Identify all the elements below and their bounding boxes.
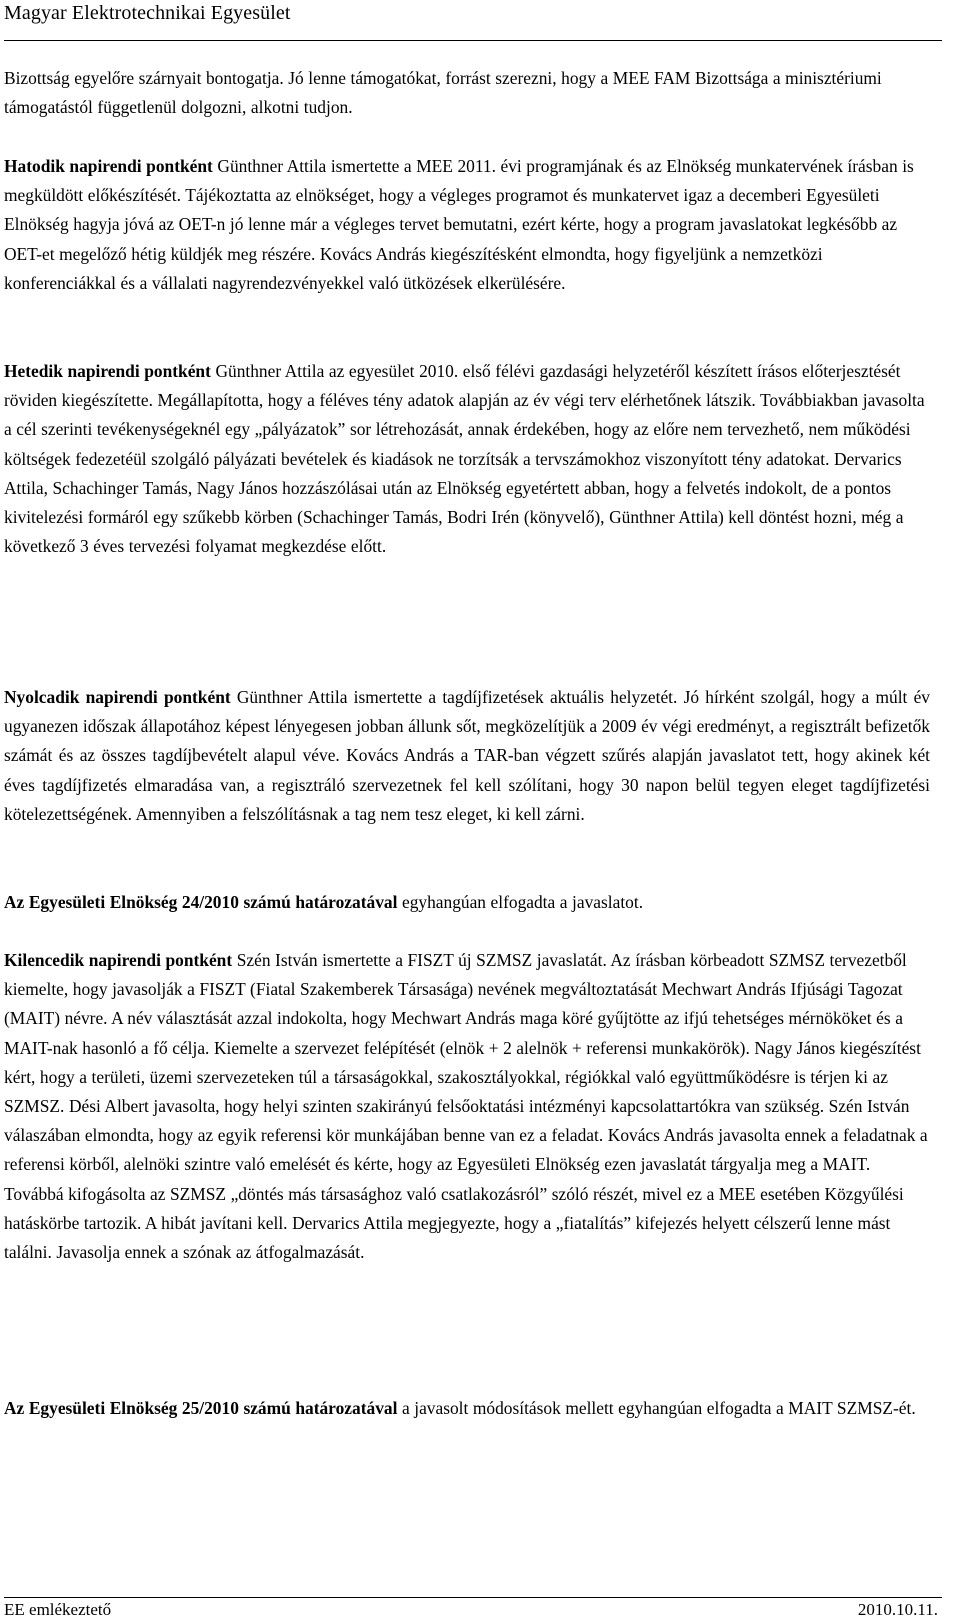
resolution-lead: Az Egyesületi Elnökség 24/2010 számú határozatával bbox=[4, 892, 398, 912]
paragraph-lead: Hetedik napirendi pontként bbox=[4, 361, 211, 381]
footer-divider bbox=[4, 1597, 942, 1598]
paragraph-intro bbox=[4, 64, 930, 122]
paragraph-text: Günthner Attila az egyesület 2010. első félévi gazdasági helyzetéről készített írásos előterjesztését röviden kiegészítette. Megállapította, hogy a féléves tény adatok alapján az év végi terv elérhetőnek látszik. Továbbiakban javasolta a cél szerinti tevékenységeknél egy „pályázatok” sor létrehozását, annak érdekében, hogy az előre nem tervezhető, nem működési költségek fedezetéül szolgáló pályázati bevételek és kiadások ne torzítsák a tervszámokhoz viszonyított tény adatokat. Dervarics Attila, Schachinger Tamás, Nagy János hozzászólásai után az Elnökség egyetértett abban, hogy a felvetés indokolt, de a pontos kivitelezési formáról egy szűkebb körben (Schachinger Tamás, Bodri Irén (könyvelő), Günthner Attila) kell döntést hozni, még a következő 3 éves tervezési folyamat megkezdése előtt. bbox=[4, 361, 925, 557]
paragraph-item-9 bbox=[4, 946, 930, 1267]
paragraph-item-6 bbox=[4, 152, 930, 298]
header-divider bbox=[4, 40, 942, 41]
header-title: Magyar Elektrotechnikai Egyesület bbox=[4, 2, 291, 24]
resolution-24 bbox=[4, 888, 930, 917]
resolution-text: egyhangúan elfogadta a javaslatot. bbox=[397, 892, 644, 912]
paragraph-text: Günthner Attila ismertette a MEE 2011. évi programjának és az Elnökség munkatervének írásban is megküldött előkészítését. Tájékoztatta az elnökséget, hogy a végleges programot és munkatervet igaz a decemberi Egyesületi Elnökség hagyja jóvá az OET-n jó lenne már a végleges tervet bemutatni, ezért kérte, hogy a program javaslatokat legkésőbb az OET-et megelőző hétig küldjék meg részére. Kovács András kiegészítésként elmondta, hogy figyeljünk a nemzetközi konferenciákkal és a vállalati nagyrendezvényekkel való ütközések elkerülésére. bbox=[4, 156, 914, 293]
paragraph-text: Bizottság egyelőre szárnyait bontogatja. Jó lenne támogatókat, forrást szerezni, hogy a MEE FAM Bizottsága a minisztériumi támogatástól függetlenül dolgozni, alkotni tudjon. bbox=[4, 68, 882, 118]
paragraph-item-8 bbox=[4, 683, 930, 829]
paragraph-text: Szén István ismertette a FISZT új SZMSZ javaslatát. Az írásban körbeadott SZMSZ tervezetből kiemelte, hogy javasolják a FISZT (Fiatal Szakemberek Társasága) nevének megváltoztatását Mechwart András Ifjúsági Tagozat (MAIT) névre. A név választását azzal indokolta, hogy Mechwart András maga köré gyűjtötte az ifjú tehetséges mérnököket és a MAIT-nak hasonló a fő célja. Kiemelte a szervezet felépítését (elnök + 2 alelnök + referensi munkakörök). Nagy János kiegészítést kért, hogy a területi, üzemi szervezeteken túl a társaságokkal, szakosztályokkal, régiókkal való együttműködésre is térjen ki az SZMSZ. Dési Albert javasolta, hogy helyi szinten szakirányú felsőoktatási intézményi kapcsolattartókra van szükség. Szén István válaszában elmondta, hogy az egyik referensi kör munkájában benne van ez a feladat. Kovács András javasolta ennek a feladatnak a referensi körből, alelnöki szintre való emelését és kérte, hogy az Egyesületi Elnökség ezen javaslatát tárgyalja meg a MAIT. Továbbá kifogásolta az SZMSZ „döntés más társasághoz való csatlakozásról” szóló részét, mivel ez a MEE esetében Közgyűlési hatáskörbe tartozik. A hibát javítani kell. Dervarics Attila megjegyezte, hogy a „fiatalítás” kifejezés helyett célszerű lenne mást találni. Javasolja ennek a szónak az átfogalmazását. bbox=[4, 950, 928, 1263]
paragraph-lead: Kilencedik napirendi pontként bbox=[4, 950, 233, 970]
resolution-25 bbox=[4, 1394, 930, 1423]
footer-document-name: EE emlékeztető bbox=[4, 1600, 112, 1619]
paragraph-lead: Hatodik napirendi pontként bbox=[4, 156, 213, 176]
paragraph-lead: Nyolcadik napirendi pontként bbox=[4, 687, 231, 707]
footer-date: 2010.10.11. bbox=[857, 1600, 938, 1619]
paragraph-text: Günthner Attila ismertette a tagdíjfizetések aktuális helyzetét. Jó hírként szolgál, hogy a múlt év ugyanezen időszak állapotához képest lényegesen jobban állunk sőt, megközelítjük a 2009 év végi eredményt, a regisztrált befizetők számát és az összes tagdíjbevételt alapul véve. Kovács András a TAR-ban végzett szűrés alapján javaslatot tett, hogy akinek két éves tagdíjfizetés elmaradása van, a regisztráló szervezetnek fel kell szólítani, hogy 30 napon belül tegyen eleget tagdíjfizetési kötelezettségének. Amennyiben a felszólításnak a tag nem tesz eleget, ki kell zárni. bbox=[4, 687, 930, 824]
resolution-lead: Az Egyesületi Elnökség 25/2010 számú határozatával bbox=[4, 1398, 398, 1418]
resolution-text: a javasolt módosítások mellett egyhangúan elfogadta a MAIT SZMSZ-ét. bbox=[397, 1398, 916, 1418]
paragraph-item-7 bbox=[4, 357, 930, 561]
